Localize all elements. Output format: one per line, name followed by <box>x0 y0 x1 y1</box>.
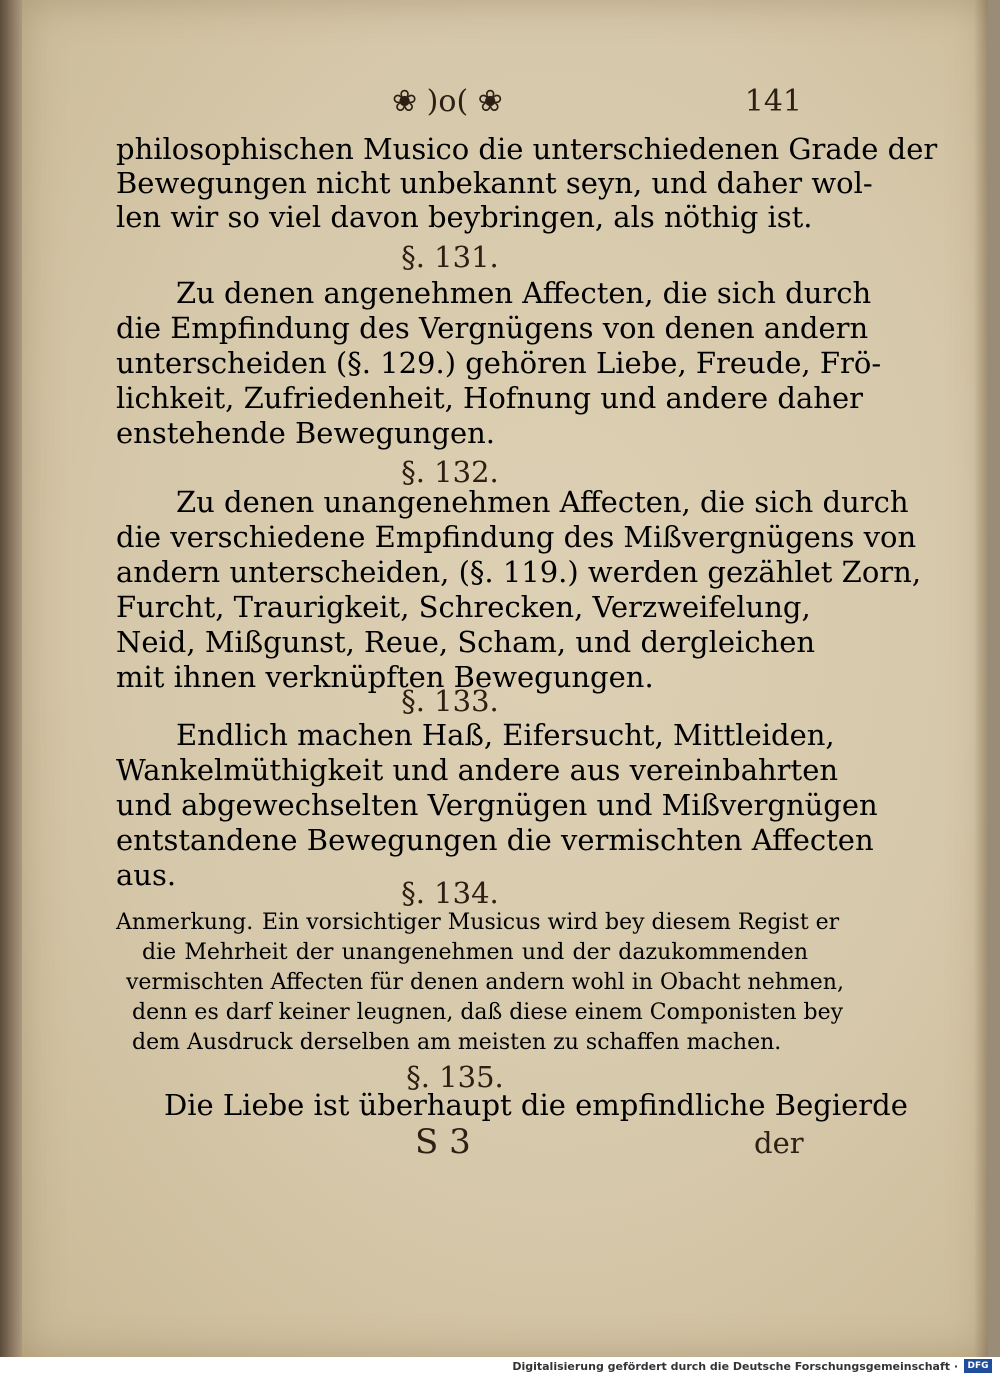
text-line: len wir so viel davon beybringen, als nöthig ist. <box>116 200 813 234</box>
note-line: denn es darf keiner leugnen, daß diese einem Componisten bey <box>132 1000 844 1025</box>
text-line: lichkeit, Zufriedenheit, Hofnung und andere daher <box>116 381 863 415</box>
text-line: Zu denen angenehmen Affecten, die sich durch <box>176 276 872 310</box>
text-line: Endlich machen Haß, Eifersucht, Mittleiden, <box>176 718 835 752</box>
note-line: Ein vorsichtiger Musicus wird bey diesem Regist er <box>262 910 840 935</box>
text-line: aus. <box>116 858 177 892</box>
text-line: Zu denen unangenehmen Affecten, die sich durch <box>176 485 909 519</box>
section-heading-134: §. 134. <box>401 876 499 910</box>
text-line: mit ihnen verknüpften Bewegungen. <box>116 660 654 694</box>
text-line: und abgewechselten Vergnügen und Mißvergnügen <box>116 788 878 822</box>
text-line: Furcht, Traurigkeit, Schrecken, Verzweifelung, <box>116 590 811 624</box>
text-line: Die Liebe ist überhaupt die empfindliche Begierde <box>164 1088 908 1122</box>
header-ornament: ❀ )o( ❀ <box>392 84 503 119</box>
text-line: die verschiedene Empfindung des Mißvergnügens von <box>116 520 917 554</box>
text-line: die Empfindung des Vergnügens von denen andern <box>116 311 869 345</box>
note-label: Anmerkung. <box>116 910 254 935</box>
text-line: andern unterscheiden, (§. 119.) werden gezählet Zorn, <box>116 555 922 589</box>
note-line: dem Ausdruck derselben am meisten zu schaffen machen. <box>132 1030 782 1055</box>
page-number: 141 <box>744 84 802 119</box>
text-line: Bewegungen nicht unbekannt seyn, und daher wol- <box>116 166 873 200</box>
note-line: vermischten Affecten für denen andern wohl in Obacht nehmen, <box>126 970 844 995</box>
catchword: der <box>754 1126 804 1160</box>
text-line: entstandene Bewegungen die vermischten Affecten <box>116 823 874 857</box>
footer-credit: Digitalisierung gefördert durch die Deutsche Forschungsgemeinschaft · <box>512 1360 958 1373</box>
text-line: Wankelmüthigkeit und andere aus vereinbahrten <box>116 753 839 787</box>
section-heading-132: §. 132. <box>401 455 499 489</box>
text-line: enstehende Bewegungen. <box>116 416 495 450</box>
page-edge-shadow <box>974 0 988 1357</box>
note-line: die Mehrheit der unangenehmen und der dazukommenden <box>142 940 808 965</box>
signature-mark: S 3 <box>415 1122 471 1162</box>
text-line: unterscheiden (§. 129.) gehören Liebe, Freude, Frö- <box>116 346 882 380</box>
text-line: philosophischen Musico die unterschiedenen Grade der <box>116 132 938 166</box>
dfg-logo: DFG <box>964 1359 992 1373</box>
text-line: Neid, Mißgunst, Reue, Scham, und dergleichen <box>116 625 816 659</box>
section-heading-133: §. 133. <box>401 684 499 718</box>
section-heading-135: §. 135. <box>406 1060 504 1094</box>
section-heading-131: §. 131. <box>401 240 499 274</box>
